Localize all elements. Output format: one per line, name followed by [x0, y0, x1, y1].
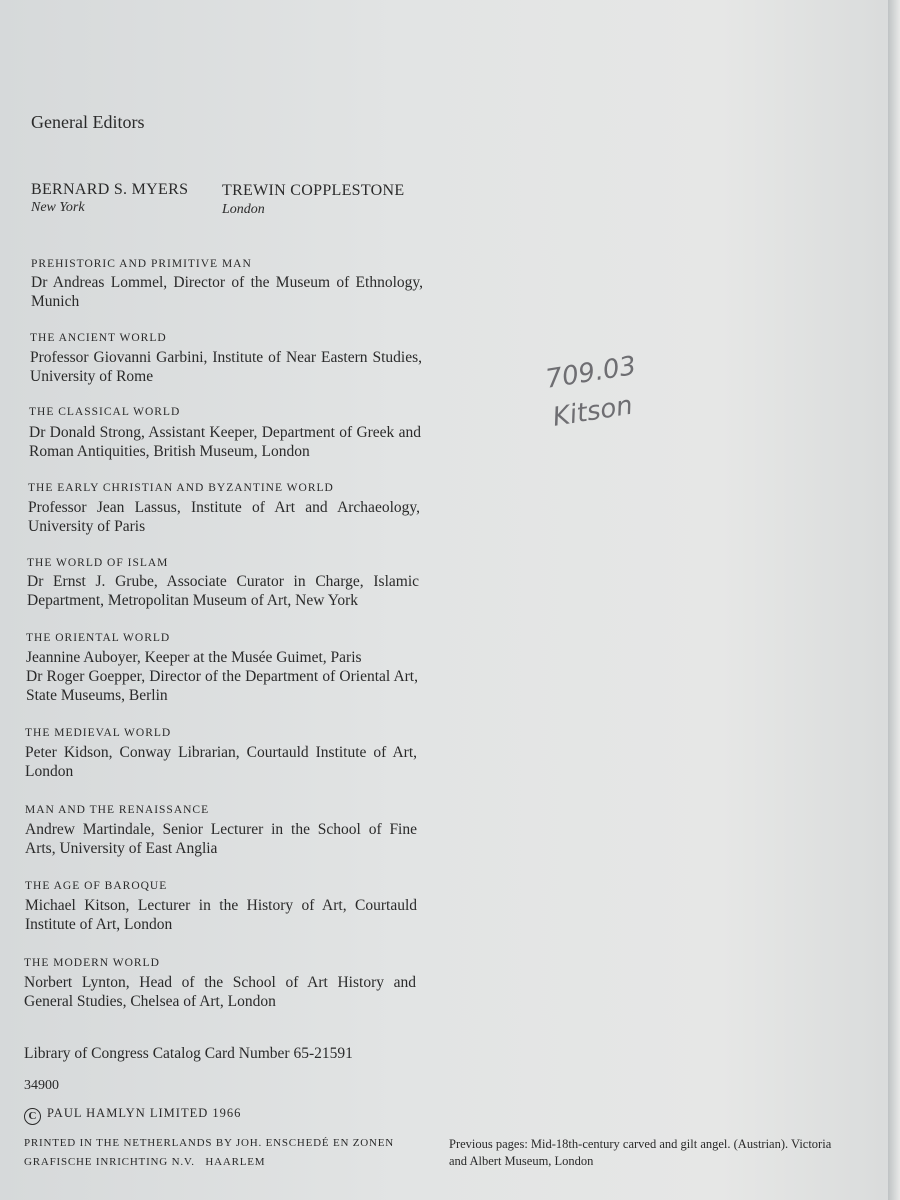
section-title: THE EARLY CHRISTIAN AND BYZANTINE WORLD: [28, 482, 334, 494]
section-title: THE WORLD OF ISLAM: [27, 557, 169, 569]
section-text: Dr Andreas Lommel, Director of the Museum of Ethnology, Munich: [31, 274, 423, 310]
section-title: THE ORIENTAL WORLD: [26, 632, 171, 644]
general-editors-heading: General Editors: [31, 112, 145, 132]
section-title: MAN AND THE RENAISSANCE: [25, 804, 210, 816]
page-edge: [888, 0, 900, 1200]
section-title: THE CLASSICAL WORLD: [29, 406, 181, 418]
section-text: Michael Kitson, Lecturer in the History of Art, Courtauld Institute of Art, London: [25, 897, 417, 933]
section-text: Peter Kidson, Conway Librarian, Courtauld Institute of Art, London: [25, 744, 417, 780]
section-title: THE AGE OF BAROQUE: [25, 880, 168, 892]
section-text: Norbert Lynton, Head of the School of Art History and General Studies, Chelsea of Art, London: [24, 974, 416, 1010]
section-title: THE MEDIEVAL WORLD: [25, 727, 172, 739]
copyright-text: PAUL HAMLYN LIMITED 1966: [47, 1106, 242, 1120]
copyright-icon: C: [24, 1108, 41, 1125]
section-text-2: Dr Roger Goepper, Director of the Department of Oriental Art, State Museums, Berlin: [26, 668, 418, 704]
section-text: Dr Ernst J. Grube, Associate Curator in Charge, Islamic Department, Metropolitan Museum of Art, New York: [27, 573, 419, 609]
editor-name-2: TREWIN COPPLESTONE: [222, 182, 405, 199]
copyright-line: [24, 1104, 241, 1125]
section-text: Jeannine Auboyer, Keeper at the Musée Guimet, Paris: [26, 649, 362, 666]
handwritten-call-number: 709.03: [543, 350, 639, 395]
printer-line-2: GRAFISCHE INRICHTING N.V. HAARLEM: [24, 1156, 266, 1168]
stock-number: 34900: [24, 1078, 59, 1093]
section-text: Professor Jean Lassus, Institute of Art and Archaeology, University of Paris: [28, 499, 420, 535]
section-title: THE MODERN WORLD: [24, 957, 160, 969]
section-title: PREHISTORIC AND PRIMITIVE MAN: [31, 258, 252, 270]
catalog-number: Library of Congress Catalog Card Number 65-21591: [24, 1045, 353, 1062]
section-text: Dr Donald Strong, Assistant Keeper, Department of Greek and Roman Antiquities, British Museum, London: [29, 424, 421, 460]
frontispiece-caption: Previous pages: Mid-18th-century carved and gilt angel. (Austrian). Victoria and Albert Museum, London: [449, 1137, 832, 1168]
section-text: Andrew Martindale, Senior Lecturer in the School of Fine Arts, University of East Anglia: [25, 821, 417, 857]
handwritten-author: Kitson: [550, 390, 635, 433]
editor-name-1: BERNARD S. MYERS: [31, 181, 189, 198]
printer-line-1: PRINTED IN THE NETHERLANDS BY JOH. ENSCHEDÉ EN ZONEN: [24, 1137, 395, 1149]
section-title: THE ANCIENT WORLD: [30, 332, 167, 344]
section-text: Professor Giovanni Garbini, Institute of Near Eastern Studies, University of Rome: [30, 349, 422, 385]
editor-city-2: London: [222, 202, 265, 217]
editor-city-1: New York: [31, 200, 85, 215]
